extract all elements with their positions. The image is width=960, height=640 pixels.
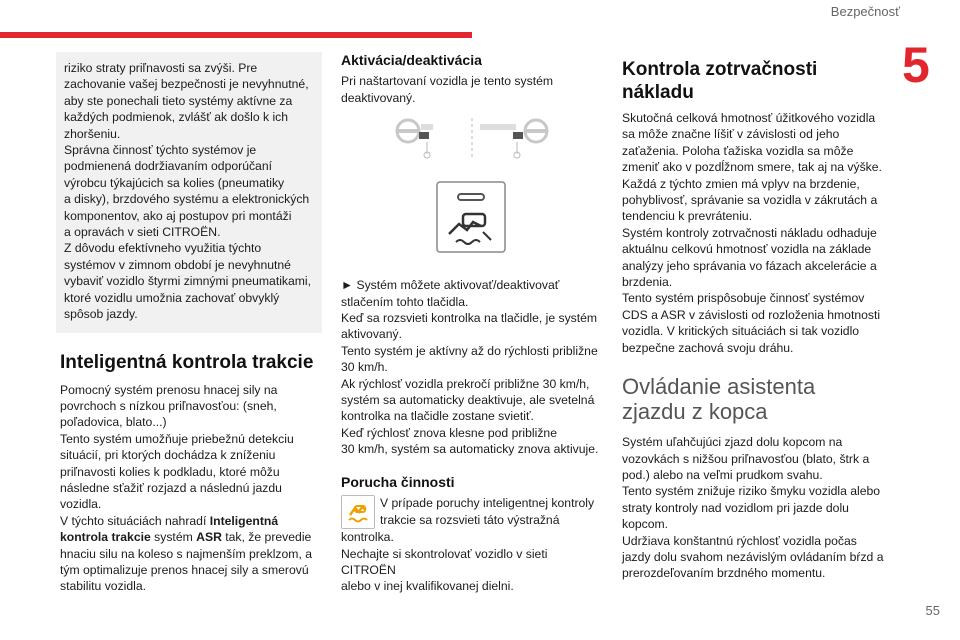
- column-3: [622, 52, 884, 582]
- text-line: vozidla.: [60, 497, 102, 512]
- text-line: vozovkách s nižšou priľnavosťou (blato, štrk a: [622, 451, 870, 466]
- heading-intelligent-traction: Inteligentná kontrola trakcie: [60, 351, 314, 373]
- text-line: sa môže značne líšiť v závislosti od jeho: [622, 127, 840, 142]
- fault-paragraph: [341, 495, 603, 595]
- text-line: Keď rýchlosť znova klesne pod približne: [341, 425, 557, 440]
- text-line: stabilitu vozidla.: [60, 579, 147, 594]
- text-line: kontrolka na tlačidle zostane svietiť.: [341, 409, 534, 424]
- text-line: situácií, pri ktorých dochádza k zníženiu: [60, 448, 276, 463]
- text-line: výrobcu týkajúcich sa kolies (pneumatiky: [64, 175, 285, 190]
- text-line: Z dôvodu efektívneho využitia týchto: [64, 241, 262, 256]
- text-line: Keď sa rozsvieti kontrolka na tlačidle, je systém: [341, 311, 598, 326]
- text-line: zmeniť ako v pozdĺžnom smere, tak aj na výške.: [622, 160, 882, 175]
- text-line: Tento systém je aktívny až do rýchlosti približne: [341, 343, 598, 358]
- traction-last-paragraph: V týchto situáciách nahradí Inteligentná kontrola trakcie systém ASR tak, že prevedie hnaciu silu na koleso s najmenším preklzom, a tým optimalizuje prenos hnacej sily a smerovú stabilitu vozidla.: [60, 513, 322, 595]
- text-line: povrchoch s nízkou priľnavosťou: (sneh,: [60, 398, 277, 413]
- text-line: Systém kontroly zotrvačnosti nákladu odhaduje: [622, 225, 877, 240]
- text-line: zhoršeniu.: [64, 126, 121, 141]
- traction-body-text: [60, 382, 322, 513]
- text-line: riziko straty priľnavosti sa zvýši. Pre: [64, 61, 258, 75]
- text-line: ► Systém môžete aktivovať/deaktivovať: [341, 278, 560, 293]
- text-line: trakcie sa rozsvieti táto výstražná: [380, 512, 560, 527]
- text-line: Tento systém prispôsobuje činnosť systémov: [622, 291, 865, 306]
- text-line: Ak rýchlosť vozidla prekročí približne 30 km/h,: [341, 376, 590, 391]
- text-line: a opravách v sieti CITROËN.: [64, 225, 221, 240]
- text-line: Tento systém umožňuje priebežnú detekciu: [60, 431, 294, 446]
- text-line: kontrolka.: [341, 530, 394, 545]
- text-line: každých podmienok, zvlášť ak došlo k ich: [64, 110, 289, 125]
- chapter-number: 5: [902, 37, 930, 93]
- text-line: Tento systém znižuje riziko šmyku vozidla alebo: [622, 484, 881, 499]
- text-line: komponentov, ako aj postupov pri montáži: [64, 208, 292, 223]
- text-line: brzdenia.: [622, 275, 673, 290]
- text-line: 30 km/h, systém sa automaticky znova aktivuje.: [341, 442, 599, 457]
- text-line: systémov v zimnom období je nevyhnutné: [64, 257, 291, 272]
- text-line: a disky), brzdového systému a elektronických: [64, 192, 310, 207]
- text-line: jazdy dolu svahom nezávislým ovládaním bŕzd a: [622, 549, 884, 564]
- text-line: pohyblivosť, správanie sa vozidla v zákrutách a: [622, 193, 878, 208]
- text-line: Udržiava konštantnú rýchlosť vozidla počas: [622, 533, 857, 548]
- text-line: aktivovaný.: [341, 327, 402, 342]
- text-line: 30 km/h.: [341, 360, 388, 375]
- text-line: Skutočná celková hmotnosť úžitkového vozidla: [622, 111, 876, 125]
- section-title: Bezpečnosť: [830, 4, 900, 19]
- text-line: hnaciu silu na koleso s najmenším preklzom, a: [60, 546, 312, 561]
- text-line: Pri naštartovaní vozidla je tento systém: [341, 74, 554, 89]
- text-line: Každá z týchto zmien má vplyv na brzdenie,: [622, 176, 860, 191]
- text-line: alebo v inej kvalifikovanej dielni.: [341, 579, 514, 594]
- text-line: ktoré vozidlu umožnia zachovať obvyklý: [64, 290, 280, 305]
- column-2: [341, 52, 603, 595]
- text-line: prerozdeľovaním brzdného momentu.: [622, 566, 826, 581]
- text-line: poľadovica, blato...): [60, 415, 167, 430]
- activation-intro-text: [341, 73, 603, 106]
- traction-button-icon: [437, 182, 505, 252]
- text-line: tendenciu k prevráteniu.: [622, 209, 753, 224]
- hill-descent-body-text: [622, 434, 884, 582]
- traction-button-figure: [341, 114, 603, 269]
- steering-wheel-left-icon: [397, 120, 433, 158]
- steering-wheel-right-icon: [480, 120, 547, 158]
- text-line: aktuálnu celkovú hmotnosť vozidla na základe: [622, 242, 872, 257]
- dashboard-controls-illustration: [341, 114, 603, 269]
- text-line: stlačením tohto tlačidla.: [341, 294, 469, 309]
- column-1: [60, 52, 322, 595]
- text-line: zachovanie vašej bezpečnosti je nevyhnutné,: [64, 77, 309, 92]
- text-line: vozidla. V kritických situáciách si tak vozidlo: [622, 324, 860, 339]
- text-line: CDS a ASR v závislosti od rozloženia hmotnosti: [622, 307, 881, 322]
- text-line: aby ste ponechali tieto systémy aktívne za: [64, 93, 293, 108]
- traction-warning-lamp-icon: [341, 495, 375, 529]
- note-box: [56, 52, 322, 333]
- text-line: tým optimalizuje prenos hnacej sily a smerovú: [60, 562, 309, 577]
- text-line: analýzy jeho správania vo fázach akcelerácie a: [622, 258, 877, 273]
- text-line: systém sa automaticky deaktivuje, ale svetelná: [341, 393, 595, 408]
- text-line: Pomocný systém prenosu hnacej sily na: [60, 382, 278, 397]
- top-accent-bar: [0, 32, 472, 38]
- text-line: Nechajte si skontrolovať vozidlo v sieti CITROËN: [341, 546, 548, 577]
- text-line: priľnavosti kolies k podkladu, ktoré môžu: [60, 464, 280, 479]
- text-line: bezpečne zachová svoju dráhu.: [622, 340, 794, 355]
- text-line: následne sťažiť rozjazd a následnú jazdu: [60, 480, 282, 495]
- text-line: kopcom.: [622, 517, 669, 532]
- text-line: V prípade poruchy inteligentnej kontroly: [380, 496, 595, 511]
- heading-load-inertia: Kontrola zotrvačnosti nákladu: [622, 59, 818, 103]
- heading-fault: Porucha činnosti: [341, 473, 455, 490]
- load-inertia-body-text: [622, 110, 884, 356]
- note-text: [64, 60, 314, 323]
- text-line: Systém uľahčujúci zjazd dolu kopcom na: [622, 435, 843, 450]
- text-line: Správna činnosť týchto systémov je: [64, 143, 257, 158]
- text-line: deaktivovaný.: [341, 90, 416, 105]
- text-line: straty kontroly nad vozidlom pri jazde dolu: [622, 500, 849, 515]
- text-line: zaťaženia. Poloha ťažiska vozidla sa môže: [622, 143, 854, 158]
- activation-body-text: [341, 277, 603, 457]
- heading-hill-descent: Ovládanie asistenta zjazdu z kopca: [622, 374, 816, 425]
- text-line: spôsob jazdy.: [64, 307, 138, 322]
- text-line: podmienená dodržiavaním odporúčaní: [64, 159, 273, 174]
- heading-activation: Aktivácia/deaktivácia: [341, 52, 482, 68]
- text-line: pod.) alebo na veľmi prudkom svahu.: [622, 467, 823, 482]
- page-number: 55: [925, 603, 940, 618]
- text-line: vybaviť vozidlo štyrmi zimnými pneumatikami,: [64, 274, 312, 289]
